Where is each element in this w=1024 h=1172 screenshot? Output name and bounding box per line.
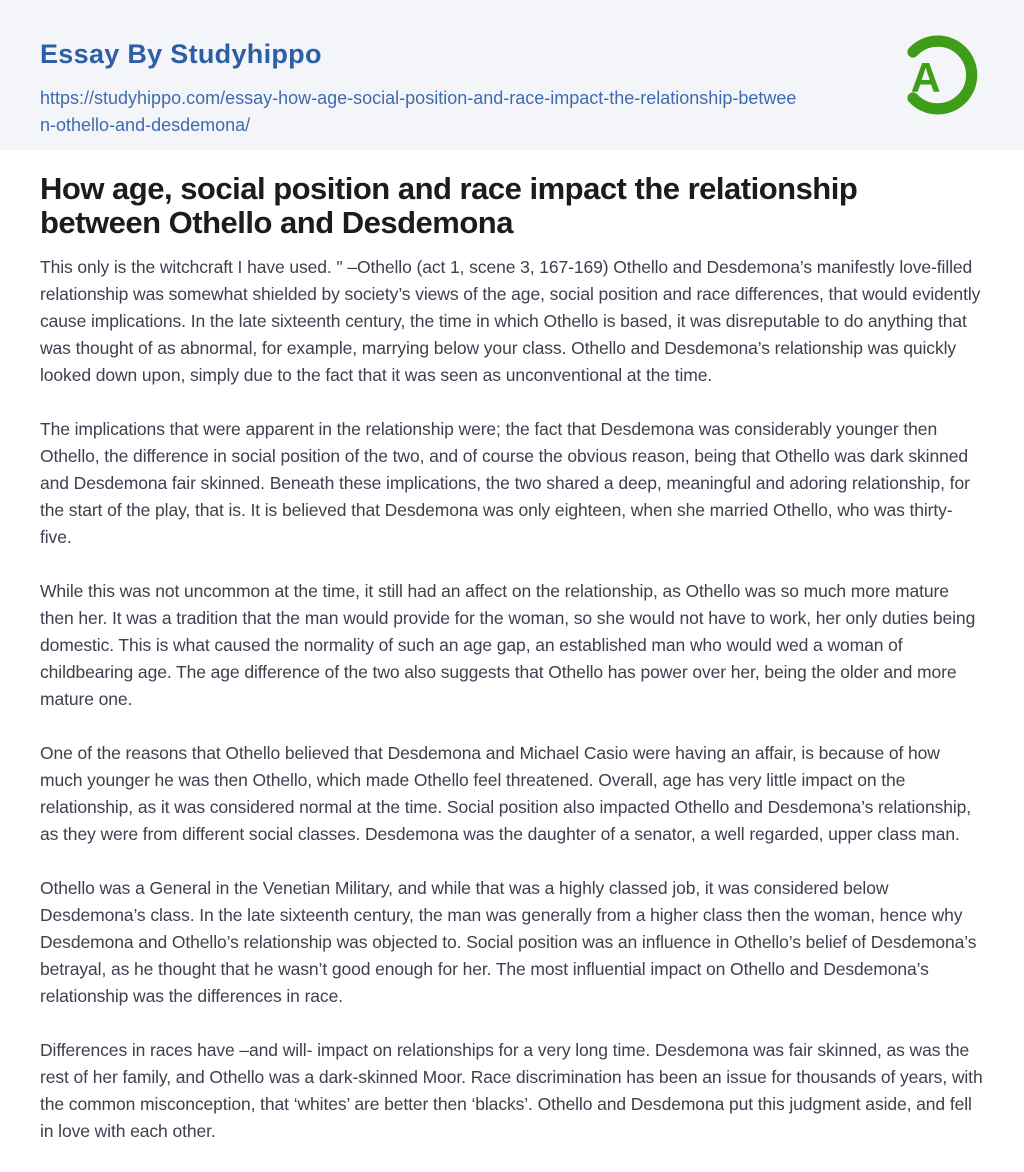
site-title: Essay By Studyhippo [40,39,322,69]
article-title: How age, social position and race impact the relationship between Othello and Desdemona [40,171,858,240]
essay-paragraph: Differences in races have –and will- impact on relationships for a very long time. Desdemona was fair skinned, as was the rest of her family, and Othello was a dark-skinned Moor. Race discrimination has been an issue for thousands of years, with the common misconception, that ‘whites’ are better then ‘blacks’. Othello and Desdemona put this judgment aside, and fell in love with each other. [40,1040,983,1141]
essay-paragraph: The implications that were apparent in the relationship were; the fact that Desdemona was considerably younger then Othello, the difference in social position of the two, and of course the obvious reason, being that Othello was dark skinned and Desdemona fair skinned. Beneath these implications, the two shared a deep, meaningful and adoring relationship, for the start of the play, that is. It is believed that Desdemona was only eighteen, when she married Othello, who was thirty-five. [40,419,970,547]
essay-paragraph: This only is the witchcraft I have used. " –Othello (act 1, scene 3, 167-169) Othello and Desdemona’s manifestly love-filled relationship was somewhat shielded by society’s views of the age, social position and race differences, that would evidently cause implications. In the late sixteenth century, the time in which Othello is based, it was disreputable to do anything that was thought of as abnormal, for example, marrying below your class. Othello and Desdemona’s relationship was quickly looked down upon, simply due to the fact that it was seen as unconventional at the time. [40,257,981,385]
essay-paragraph: One of the reasons that Othello believed that Desdemona and Michael Casio were having an affair, is because of how much younger he was then Othello, which made Othello feel threatened. Overall, age has very little impact on the relationship, as it was considered normal at the time. Social position also impacted Othello and Desdemona’s relationship, as they were from different social classes. Desdemona was the daughter of a senator, a well regarded, upper class man. [40,743,972,844]
essay-paragraph: While this was not uncommon at the time, it still had an affect on the relationship, as Othello was so much more mature then her. It was a tradition that the man would provide for the woman, so she would not have to work, her only duties being domestic. This is what caused the normality of such an age gap, an established man who would wed a woman of childbearing age. The age difference of the two also suggests that Othello has power over her, being the older and more mature one. [40,581,976,709]
essay-url-link[interactable]: https://studyhippo.com/essay-how-age-social-position-and-race-impact-the-relationship-between-othello-and-desdemona/ [40,87,797,135]
essay-paragraph: Othello was a General in the Venetian Military, and while that was a highly classed job, it was considered below Desdemona’s class. In the late sixteenth century, the man was generally from a higher class then the woman, hence why Desdemona and Othello’s relationship was objected to. Social position was an influence in Othello’s belief of Desdemona’s betrayal, as he thought that he wasn’t good enough for her. The most influential impact on Othello and Desdemona’s relationship was the differences in race. [40,878,977,1006]
page-header [0,0,1024,150]
studyhippo-logo-icon [890,28,984,122]
logo-letter: A [910,54,941,101]
essay-body [40,254,984,1145]
header-text-block [40,40,800,139]
essay-content [0,150,1024,1145]
